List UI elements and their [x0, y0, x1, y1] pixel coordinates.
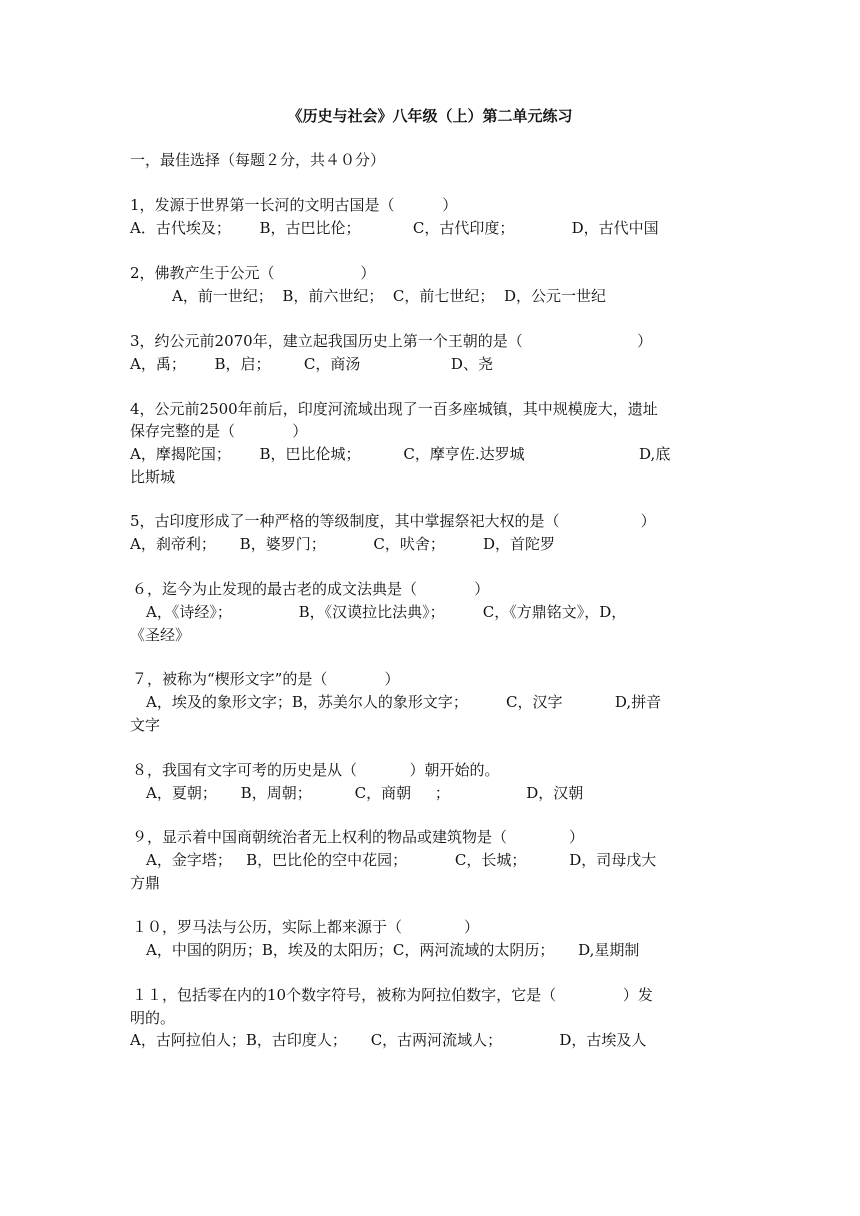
question-stem: ９，显示着中国商朝统治者无上权利的物品或建筑物是（ ）	[132, 828, 584, 846]
section-heading: 一，最佳选择（每题２分，共４０分）	[130, 151, 386, 169]
question-stem: １０，罗马法与公历，实际上都来源于（ ）	[132, 918, 479, 936]
question-options-continued: 《圣经》	[130, 626, 191, 644]
question-options-continued: 方鼎	[130, 874, 161, 892]
document-title: 《历史与社会》八年级（上）第二单元练习	[287, 107, 573, 125]
question-stem: 3，约公元前2070年，建立起我国历史上第一个王朝的是（ ）	[130, 332, 653, 350]
question-stem: 2，佛教产生于公元（ ）	[130, 264, 376, 282]
question-stem: 4，公元前2500年前后，印度河流域出现了一百多座城镇，其中规模庞大，遗址	[130, 400, 658, 418]
question-options: A，禹； B，启； C，商汤 D、尧	[130, 355, 493, 373]
question-options: A，埃及的象形文字；B，苏美尔人的象形文字； C，汉字 D,拼音	[146, 693, 662, 711]
question-options: A，前一世纪； B，前六世纪； C，前七世纪； D，公元一世纪	[172, 287, 606, 305]
question-options: A，金字塔； B，巴比伦的空中花园； C，长城； D，司母戊大	[146, 851, 657, 869]
question-stem: 1，发源于世界第一长河的文明古国是（ ）	[130, 196, 458, 214]
question-options: A，古阿拉伯人；B，古印度人； C，古两河流域人； D，古埃及人	[130, 1031, 647, 1049]
question-options: A，摩揭陀国； B，巴比伦城； C，摩亨佐.达罗城 D,底	[130, 445, 671, 463]
question-stem: ８，我国有文字可考的历史是从（ ）朝开始的。	[132, 761, 500, 779]
question-stem: １１，包括零在内的10个数字符号，被称为阿拉伯数字，它是（ ）发	[132, 986, 653, 1004]
question-options: A，刹帝利； B，婆罗门； C，吠舍； D，首陀罗	[130, 535, 556, 553]
question-options-continued: 比斯城	[130, 468, 176, 486]
question-stem-continued: 明的。	[130, 1009, 176, 1027]
question-options: A，中国的阴历；B，埃及的太阳历；C，两河流域的太阴历； D,星期制	[146, 941, 640, 959]
question-options: A，夏朝； B，周朝； C，商朝 ； D，汉朝	[146, 784, 584, 802]
question-options-continued: 文字	[130, 716, 161, 734]
question-stem: 5，古印度形成了一种严格的等级制度，其中掌握祭祀大权的是（ ）	[130, 512, 656, 530]
question-stem: ７，被称为“楔形文字”的是（ ）	[132, 670, 400, 688]
question-options: A，《诗经》； B，《汉谟拉比法典》； C，《方鼎铭文》，D，	[146, 603, 627, 621]
question-options: A．古代埃及； B，古巴比伦； C，古代印度； D，古代中国	[130, 219, 659, 237]
question-stem: ６，迄今为止发现的最古老的成文法典是（ ）	[132, 580, 490, 598]
question-stem-continued: 保存完整的是（ ）	[130, 422, 308, 440]
